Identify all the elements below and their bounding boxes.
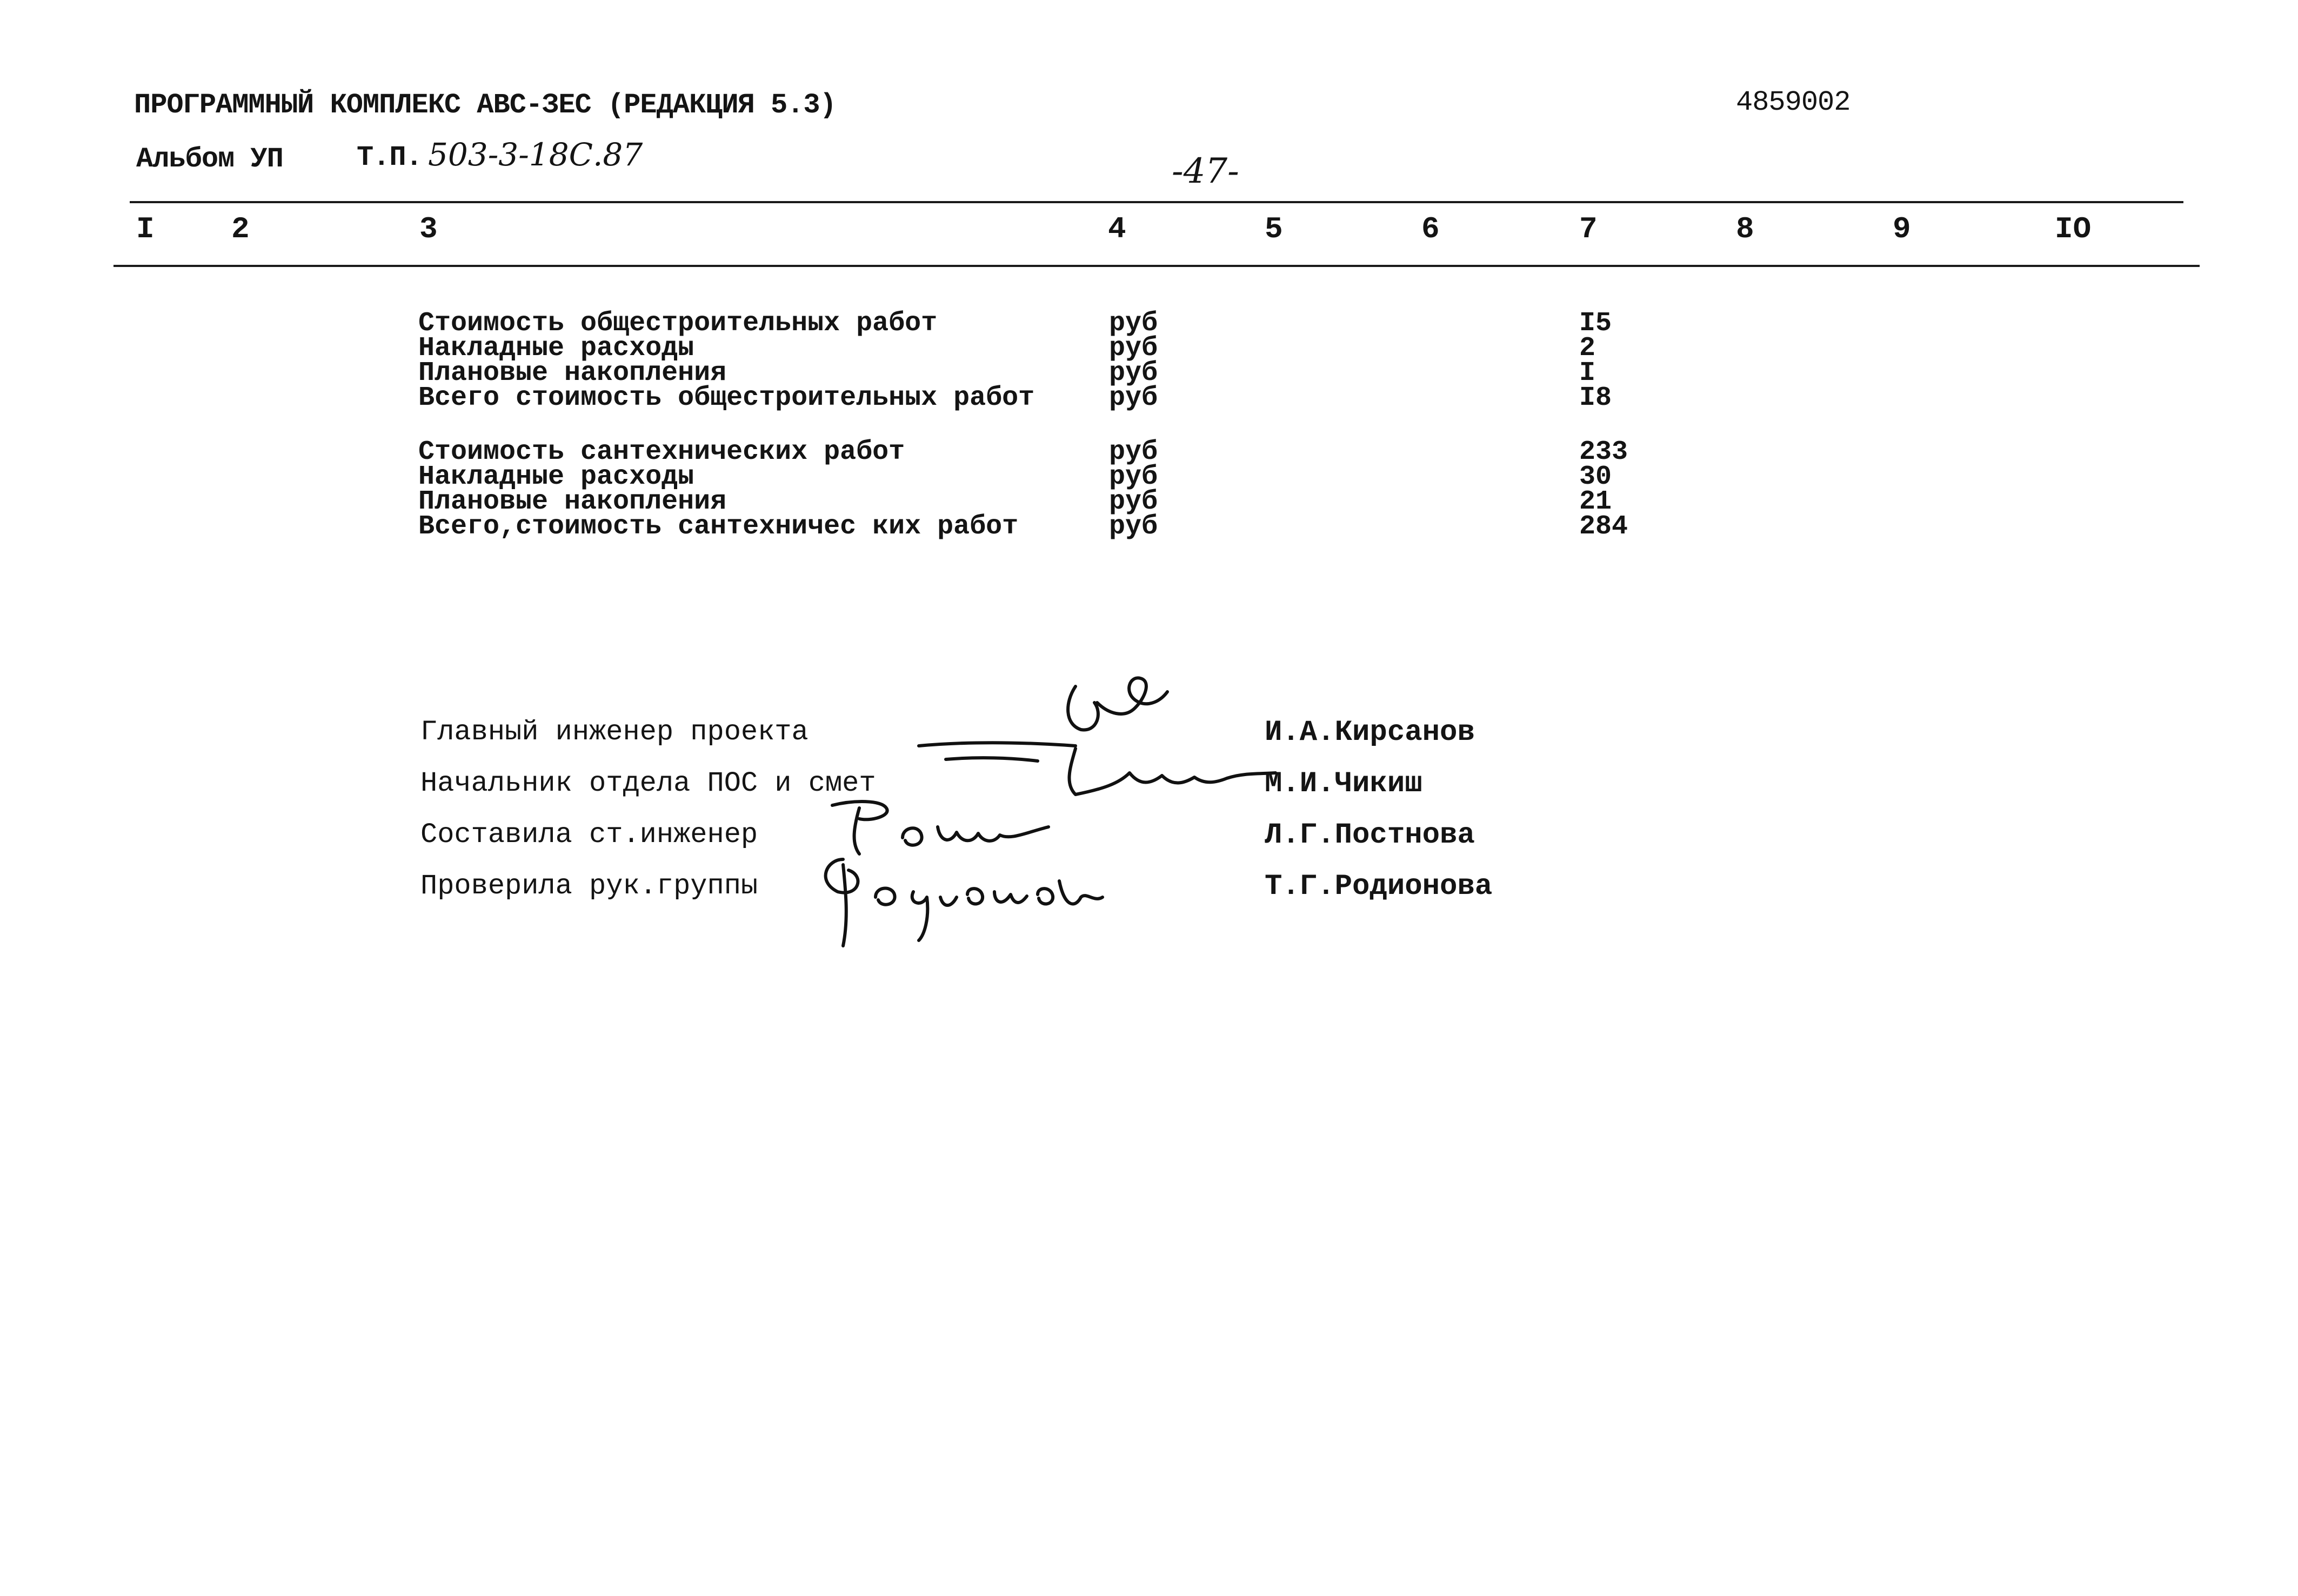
row-name: Накладные расходы [418,333,694,364]
tp-code: 503-3-18С.87 [428,136,643,173]
signature-title-compiler: Составила ст.инженер [420,819,758,851]
row-value: 233 [1579,437,1628,468]
row-name: Всего,стоимость сантехничес ких работ [418,511,1019,542]
row-name: Плановые накопления [418,486,727,517]
program-title: ПРОГРАММНЫЙ КОМПЛЕКС АВС-ЗЕС (РЕДАКЦИЯ 5.3) [134,89,836,121]
column-number-4: 4 [1108,212,1126,246]
row-name: Всего стоимость общестроительных работ [418,383,1035,413]
row-unit: руб [1109,486,1158,517]
column-number-1: I [136,212,155,246]
section-general-names [418,308,1035,413]
handwritten-signature-4 [805,849,1108,957]
signature-title-checker: Проверила рук.группы [420,870,758,902]
signature-name-compiler: Л.Г.Постнова [1265,819,1475,852]
column-number-3: 3 [419,212,438,246]
document-number: 4859002 [1736,86,1851,118]
row-unit: руб [1109,308,1158,339]
column-number-7: 7 [1579,212,1598,246]
section-plumbing-values [1579,437,1628,542]
header-top-rule [130,201,2183,203]
row-value: 21 [1579,486,1612,517]
row-value: 284 [1579,511,1628,542]
column-number-5: 5 [1265,212,1283,246]
row-value: I8 [1579,383,1612,413]
row-value: 30 [1579,462,1612,492]
row-name: Накладные расходы [418,462,694,492]
row-unit: руб [1109,462,1158,492]
signature-title-department-head: Начальник отдела ПОС и смет [420,767,876,799]
row-value: 2 [1579,333,1596,364]
signature-name-chief-engineer: И.А.Кирсанов [1265,716,1475,749]
column-number-8: 8 [1736,212,1754,246]
row-unit: руб [1109,511,1158,542]
row-unit: руб [1109,358,1158,389]
column-number-6: 6 [1421,212,1440,246]
signature-name-department-head: М.И.Чикиш [1265,767,1422,800]
signature-title-chief-engineer: Главный инженер проекта [420,716,809,748]
section-general-units [1109,308,1158,413]
album-label: Альбом УП [136,143,283,175]
row-unit: руб [1109,383,1158,413]
row-value: I [1579,358,1596,389]
tp-label: Т.П. [357,142,422,173]
row-name: Плановые накопления [418,358,727,389]
row-unit: руб [1109,437,1158,468]
row-unit: руб [1109,333,1158,364]
row-name: Стоимость общестроительных работ [418,308,938,339]
signature-name-checker: Т.Г.Родионова [1265,870,1493,903]
column-number-2: 2 [231,212,250,246]
header-bottom-rule [113,265,2200,267]
page-number: -47- [1172,151,1239,191]
column-number-9: 9 [1893,212,1911,246]
row-name: Стоимость сантехнических работ [418,437,905,468]
section-plumbing-units [1109,437,1158,542]
section-general-values [1579,308,1612,413]
column-number-10: IO [2055,212,2092,246]
section-plumbing-names [418,437,1019,542]
row-value: I5 [1579,308,1612,339]
